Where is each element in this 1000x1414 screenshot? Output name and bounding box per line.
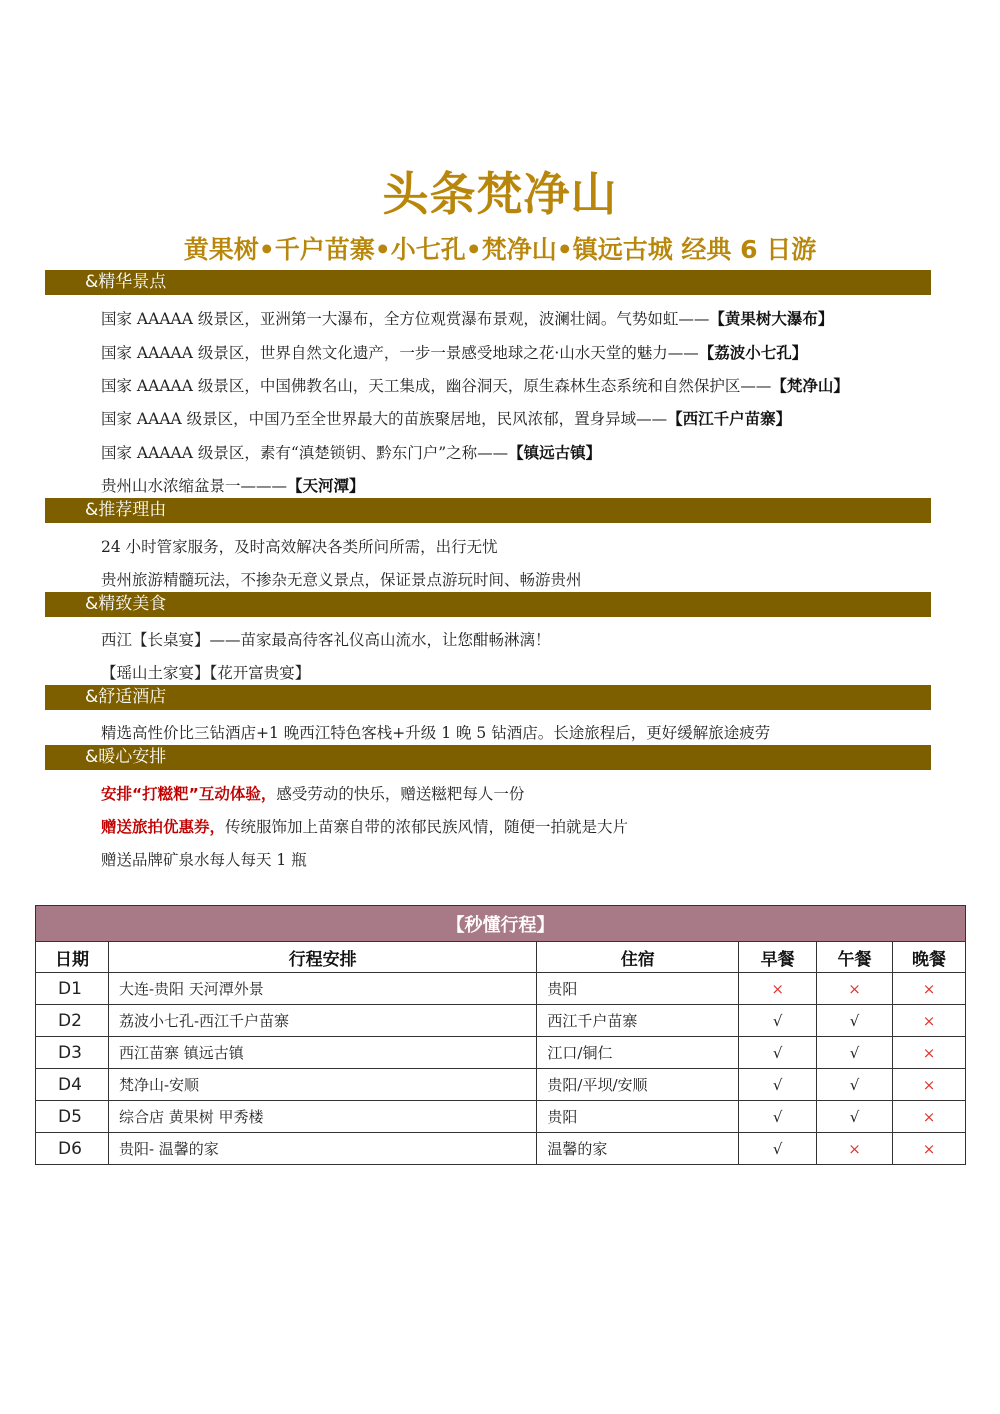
food-line: 【瑶山土家宴】【花开富贵宴】 (101, 664, 311, 682)
column-header: 晚餐 (893, 942, 966, 973)
breakfast-cell: √ (739, 1133, 817, 1165)
section-header-care: &暖心安排 (45, 745, 931, 770)
dinner-cell: × (893, 973, 966, 1005)
care-line: 赠送旅拍优惠券，传统服饰加上苗寨自带的浓郁民族风情，随便一拍就是大片 (101, 818, 629, 836)
hotel-cell: 贵阳 (537, 973, 739, 1005)
hotel-cell: 西江千户苗寨 (537, 1005, 739, 1037)
day-cell: D1 (36, 973, 109, 1005)
section-header-highlights: &精华景点 (45, 270, 931, 295)
hotel-cell: 贵阳 (537, 1101, 739, 1133)
column-header: 行程安排 (108, 942, 536, 973)
plan-cell: 大连-贵阳 天河潭外景 (108, 973, 536, 1005)
highlight-line: 国家 AAAA 级景区，中国乃至全世界最大的苗族聚居地，民风浓郁，置身异域——【西江千户苗寨】 (101, 410, 792, 428)
dinner-cell: × (893, 1101, 966, 1133)
highlight-line: 国家 AAAAA 级景区，亚洲第一大瀑布，全方位观赏瀑布景观，波澜壮阔。气势如虹——【黄果树大瀑布】 (101, 310, 834, 328)
column-header: 住宿 (537, 942, 739, 973)
highlight-line: 国家 AAAAA 级景区，世界自然文化遗产，一步一景感受地球之花·山水天堂的魅力——【荔波小七孔】 (101, 344, 808, 362)
table-row (36, 1069, 966, 1101)
table-row (36, 1037, 966, 1069)
lunch-cell: √ (817, 1101, 893, 1133)
column-header: 早餐 (739, 942, 817, 973)
breakfast-cell: × (739, 973, 817, 1005)
plan-cell: 贵阳- 温馨的家 (108, 1133, 536, 1165)
care-line: 赠送品牌矿泉水每人每天 1 瓶 (101, 851, 307, 869)
lunch-cell: √ (817, 1005, 893, 1037)
table-row (36, 1133, 966, 1165)
plan-cell: 梵净山-安顺 (108, 1069, 536, 1101)
day-cell: D5 (36, 1101, 109, 1133)
breakfast-cell: √ (739, 1101, 817, 1133)
reason-line: 贵州旅游精髓玩法，不掺杂无意义景点，保证景点游玩时间、畅游贵州 (101, 571, 582, 589)
itinerary-title: 【秒懂行程】 (36, 906, 966, 942)
table-row (36, 1101, 966, 1133)
breakfast-cell: √ (739, 1069, 817, 1101)
highlight-line: 国家 AAAAA 级景区，中国佛教名山，天工集成，幽谷洞天，原生森林生态系统和自然保护区——【梵净山】 (101, 377, 849, 395)
table-row (36, 1005, 966, 1037)
lunch-cell: × (817, 1133, 893, 1165)
page-title: 头条梵净山 (382, 167, 618, 221)
column-header: 午餐 (817, 942, 893, 973)
food-line: 西江【长桌宴】——苗家最高待客礼仪高山流水，让您酣畅淋漓！ (101, 631, 551, 649)
plan-cell: 西江苗寨 镇远古镇 (108, 1037, 536, 1069)
hotel-line: 精选高性价比三钻酒店+1 晚西江特色客栈+升级 1 晚 5 钻酒店。长途旅程后，更好缓解旅途疲劳 (101, 724, 771, 742)
reason-line: 24 小时管家服务，及时高效解决各类所问所需，出行无忧 (101, 538, 498, 556)
column-header: 日期 (36, 942, 109, 973)
day-cell: D3 (36, 1037, 109, 1069)
itinerary-table (35, 905, 966, 1165)
dinner-cell: × (893, 1005, 966, 1037)
hotel-cell: 江口/铜仁 (537, 1037, 739, 1069)
hotel-cell: 贵阳/平坝/安顺 (537, 1069, 739, 1101)
care-line: 安排“打糍粑”互动体验，感受劳动的快乐，赠送糍粑每人一份 (101, 785, 525, 803)
plan-cell: 荔波小七孔-西江千户苗寨 (108, 1005, 536, 1037)
breakfast-cell: √ (739, 1005, 817, 1037)
highlight-line: 国家 AAAAA 级景区，素有“滇楚锁钥、黔东门户”之称——【镇远古镇】 (101, 444, 602, 462)
highlight-line: 贵州山水浓缩盆景一———【天河潭】 (101, 477, 365, 495)
day-cell: D4 (36, 1069, 109, 1101)
dinner-cell: × (893, 1133, 966, 1165)
table-header-row (36, 942, 966, 973)
section-header-reasons: &推荐理由 (45, 498, 931, 523)
breakfast-cell: √ (739, 1037, 817, 1069)
lunch-cell: × (817, 973, 893, 1005)
day-cell: D2 (36, 1005, 109, 1037)
section-header-food: &精致美食 (45, 592, 931, 617)
lunch-cell: √ (817, 1037, 893, 1069)
day-cell: D6 (36, 1133, 109, 1165)
dinner-cell: × (893, 1069, 966, 1101)
page-subtitle: 黄果树•千户苗寨•小七孔•梵净山•镇远古城 经典 6 日游 (183, 235, 817, 264)
lunch-cell: √ (817, 1069, 893, 1101)
section-header-hotel: &舒适酒店 (45, 685, 931, 710)
hotel-cell: 温馨的家 (537, 1133, 739, 1165)
table-row (36, 973, 966, 1005)
dinner-cell: × (893, 1037, 966, 1069)
plan-cell: 综合店 黄果树 甲秀楼 (108, 1101, 536, 1133)
